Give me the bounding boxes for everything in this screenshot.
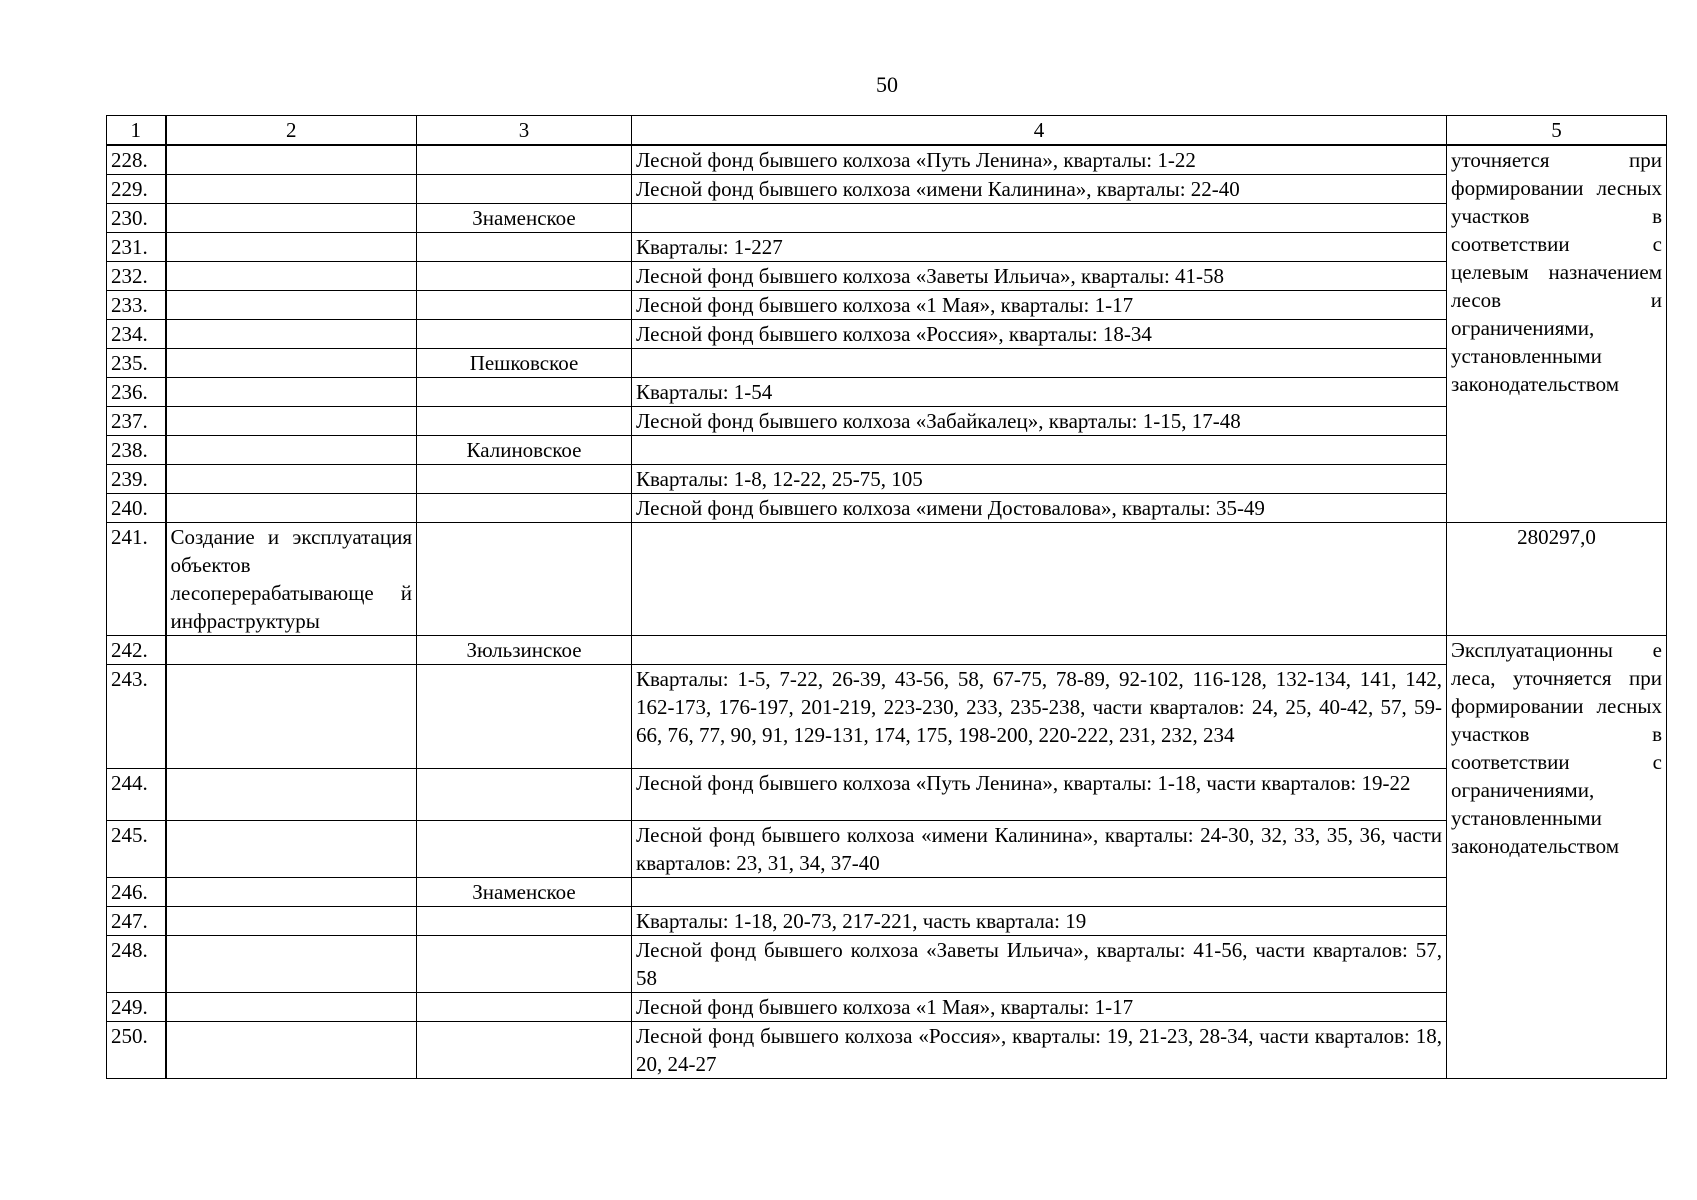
purpose-cell	[166, 636, 417, 665]
table-row	[107, 349, 1667, 378]
row-number-cell: 245.	[107, 821, 166, 878]
forestry-cell	[417, 145, 632, 175]
table-row	[107, 936, 1667, 993]
forestry-cell	[417, 465, 632, 494]
page-number: 50	[876, 72, 898, 97]
table-row	[107, 233, 1667, 262]
header-cell-4: 4	[632, 116, 1447, 146]
forestry-cell	[417, 320, 632, 349]
note-cell-a	[1447, 145, 1667, 523]
purpose-cell	[166, 145, 417, 175]
table-row	[107, 993, 1667, 1022]
table-row	[107, 465, 1667, 494]
table-row	[107, 204, 1667, 233]
purpose-cell	[166, 378, 417, 407]
row-number-cell: 247.	[107, 907, 166, 936]
quarters-cell	[632, 204, 1447, 233]
quarters-cell: Лесной фонд бывшего колхоза «имени Калинина», кварталы: 24-30, 32, 33, 35, 36, части кварталов: 23, 31, 34, 37-40	[632, 821, 1447, 878]
forestry-cell: Зюльзинское	[417, 636, 632, 665]
forestry-cell	[417, 494, 632, 523]
purpose-cell	[166, 320, 417, 349]
forestry-cell	[417, 907, 632, 936]
table-row	[107, 145, 1667, 175]
forestry-cell: Знаменское	[417, 878, 632, 907]
table-row	[107, 436, 1667, 465]
purpose-cell	[166, 233, 417, 262]
forest-table	[106, 115, 1667, 1079]
row-number-cell: 244.	[107, 769, 166, 821]
forestry-cell	[417, 233, 632, 262]
table-row	[107, 665, 1667, 769]
quarters-cell: Лесной фонд бывшего колхоза «Россия», кварталы: 18-34	[632, 320, 1447, 349]
row-number-cell: 239.	[107, 465, 166, 494]
forestry-cell	[417, 175, 632, 204]
row-number-cell: 240.	[107, 494, 166, 523]
purpose-cell	[166, 878, 417, 907]
purpose-cell	[166, 821, 417, 878]
row-number-cell: 228.	[107, 145, 166, 175]
row-number-cell: 243.	[107, 665, 166, 769]
quarters-cell	[632, 878, 1447, 907]
purpose-cell	[166, 1022, 417, 1079]
quarters-cell: Лесной фонд бывшего колхоза «1 Мая», кварталы: 1-17	[632, 993, 1447, 1022]
row-number-cell: 232.	[107, 262, 166, 291]
row-number-cell: 234.	[107, 320, 166, 349]
table-row	[107, 878, 1667, 907]
row-number-cell: 238.	[107, 436, 166, 465]
forestry-cell: Калиновское	[417, 436, 632, 465]
header-cell-3: 3	[417, 116, 632, 146]
quarters-cell: Лесной фонд бывшего колхоза «имени Калинина», кварталы: 22-40	[632, 175, 1447, 204]
quarters-cell	[632, 523, 1447, 636]
row-number-cell: 233.	[107, 291, 166, 320]
purpose-cell	[166, 436, 417, 465]
row-number-cell: 237.	[107, 407, 166, 436]
quarters-cell: Лесной фонд бывшего колхоза «Путь Ленина», кварталы: 1-18, части кварталов: 19-22	[632, 769, 1447, 821]
quarters-cell: Лесной фонд бывшего колхоза «Заветы Ильича», кварталы: 41-58	[632, 262, 1447, 291]
forestry-cell	[417, 523, 632, 636]
forestry-cell	[417, 262, 632, 291]
row-number-cell: 236.	[107, 378, 166, 407]
header-cell-5: 5	[1447, 116, 1667, 146]
quarters-cell: Лесной фонд бывшего колхоза «Россия», кварталы: 19, 21-23, 28-34, части кварталов: 18, 20, 24-27	[632, 1022, 1447, 1079]
row-number-cell: 229.	[107, 175, 166, 204]
row-number-cell: 246.	[107, 878, 166, 907]
table-row	[107, 1022, 1667, 1079]
table-row	[107, 907, 1667, 936]
purpose-cell	[166, 769, 417, 821]
quarters-cell: Кварталы: 1-8, 12-22, 25-75, 105	[632, 465, 1447, 494]
header-cell-1: 1	[107, 116, 166, 146]
purpose-cell: Создание и эксплуатация объектов лесоперерабатывающе й инфраструктуры	[166, 523, 417, 636]
forestry-cell	[417, 821, 632, 878]
forestry-cell	[417, 993, 632, 1022]
forestry-cell	[417, 665, 632, 769]
table-row	[107, 494, 1667, 523]
area-value-cell: 280297,0	[1447, 523, 1667, 636]
table-row	[107, 320, 1667, 349]
row-number-cell: 241.	[107, 523, 166, 636]
purpose-cell	[166, 907, 417, 936]
header-row	[107, 116, 1667, 146]
quarters-cell: Кварталы: 1-54	[632, 378, 1447, 407]
table-row	[107, 291, 1667, 320]
row-number-cell: 230.	[107, 204, 166, 233]
forestry-cell	[417, 936, 632, 993]
table-row	[107, 821, 1667, 878]
purpose-cell	[166, 262, 417, 291]
purpose-cell	[166, 407, 417, 436]
purpose-cell	[166, 204, 417, 233]
row-number-cell: 231.	[107, 233, 166, 262]
row-number-cell: 249.	[107, 993, 166, 1022]
quarters-cell	[632, 636, 1447, 665]
table-row	[107, 523, 1667, 636]
forestry-cell	[417, 378, 632, 407]
forestry-cell	[417, 407, 632, 436]
quarters-cell: Лесной фонд бывшего колхоза «1 Мая», кварталы: 1-17	[632, 291, 1447, 320]
forestry-cell	[417, 1022, 632, 1079]
purpose-cell	[166, 349, 417, 378]
quarters-cell: Кварталы: 1-5, 7-22, 26-39, 43-56, 58, 67-75, 78-89, 92-102, 116-128, 132-134, 141, 142, 162-173, 176-197, 201-219, 223-230, 233, 235-238, части кварталов: 24, 25, 40-42, 57, 59-66, 76, 77, 90, 91, 129-131, 174, 175, 198-200, 220-222, 231, 232, 234	[632, 665, 1447, 769]
header-cell-2: 2	[166, 116, 417, 146]
quarters-cell: Лесной фонд бывшего колхоза «Забайкалец», кварталы: 1-15, 17-48	[632, 407, 1447, 436]
purpose-cell	[166, 936, 417, 993]
table-row	[107, 407, 1667, 436]
row-number-cell: 250.	[107, 1022, 166, 1079]
forestry-cell	[417, 769, 632, 821]
row-number-cell: 248.	[107, 936, 166, 993]
row-number-cell: 235.	[107, 349, 166, 378]
purpose-cell	[166, 993, 417, 1022]
quarters-cell: Кварталы: 1-227	[632, 233, 1447, 262]
quarters-cell: Лесной фонд бывшего колхоза «Путь Ленина», кварталы: 1-22	[632, 145, 1447, 175]
quarters-cell: Лесной фонд бывшего колхоза «имени Достовалова», кварталы: 35-49	[632, 494, 1447, 523]
table-row	[107, 378, 1667, 407]
purpose-cell	[166, 291, 417, 320]
purpose-cell	[166, 494, 417, 523]
quarters-cell	[632, 349, 1447, 378]
forestry-cell	[417, 291, 632, 320]
quarters-cell: Лесной фонд бывшего колхоза «Заветы Ильича», кварталы: 41-56, части кварталов: 57, 58	[632, 936, 1447, 993]
purpose-cell	[166, 175, 417, 204]
table-row	[107, 175, 1667, 204]
note-text-b: Эксплуатационны е леса, уточняется при формировании лесных участков в соответствии с ограничениями, установленными законодательством	[1451, 638, 1662, 858]
purpose-cell	[166, 465, 417, 494]
forestry-cell: Знаменское	[417, 204, 632, 233]
quarters-cell: Кварталы: 1-18, 20-73, 217-221, часть квартала: 19	[632, 907, 1447, 936]
table-row	[107, 769, 1667, 821]
note-cell-b	[1447, 636, 1667, 1079]
note-text-a: уточняется при формировании лесных участков в соответствии с целевым назначением лесов и ограничениями, установленными законодательством	[1451, 148, 1662, 396]
table-row	[107, 262, 1667, 291]
table-row	[107, 636, 1667, 665]
quarters-cell	[632, 436, 1447, 465]
forestry-cell: Пешковское	[417, 349, 632, 378]
purpose-cell	[166, 665, 417, 769]
row-number-cell: 242.	[107, 636, 166, 665]
